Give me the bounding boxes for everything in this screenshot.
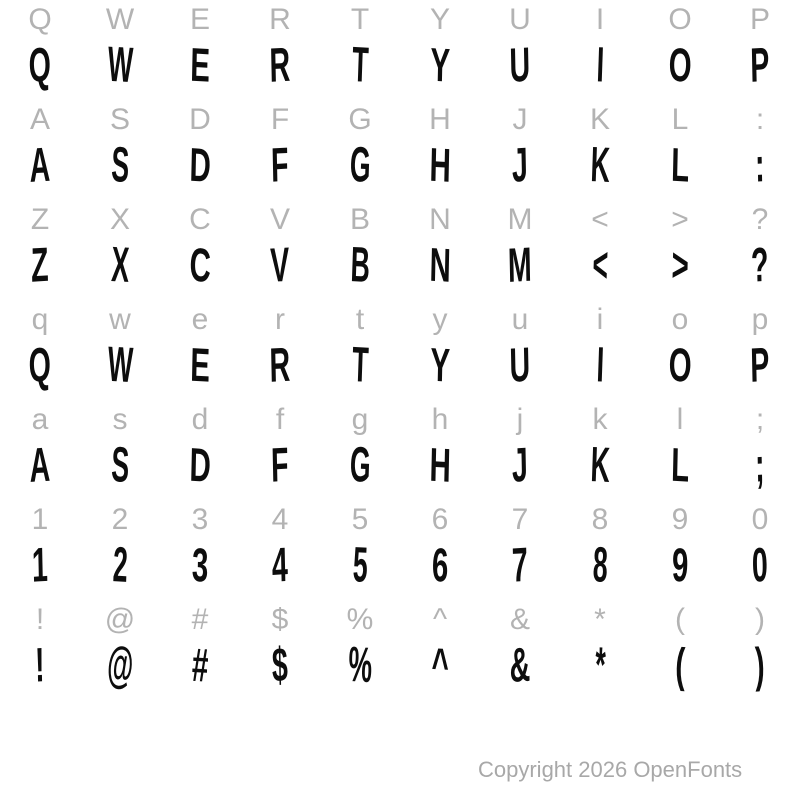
glyph-char: X (110, 235, 131, 293)
glyph-char: Y (429, 37, 451, 93)
reference-char: R (269, 3, 291, 36)
reference-char: h (431, 403, 449, 436)
font-glyph-row (0, 435, 800, 493)
reference-char: F (270, 103, 290, 136)
reference-char: 2 (111, 503, 129, 536)
reference-char-row (0, 505, 800, 535)
glyph-char: I (595, 35, 606, 93)
glyph-char: T (351, 35, 370, 93)
glyph-char: L (670, 437, 690, 492)
glyph-char: O (668, 337, 693, 393)
reference-char: # (191, 603, 209, 636)
glyph-char: $ (271, 636, 289, 693)
font-glyph-row (0, 35, 800, 93)
reference-char: q (31, 303, 49, 336)
glyph-char: > (671, 237, 690, 292)
glyph-char: 7 (511, 536, 529, 593)
reference-char-row (0, 105, 800, 135)
glyph-char: E (189, 337, 211, 393)
glyph-char: Z (30, 236, 50, 293)
glyph-char: H (429, 437, 452, 493)
reference-char: $ (271, 603, 289, 636)
reference-char: & (509, 603, 530, 636)
reference-char-row (0, 5, 800, 35)
glyph-char: 6 (431, 537, 449, 592)
reference-char: Q (28, 3, 52, 36)
glyph-char: ) (754, 636, 766, 693)
reference-char: f (275, 403, 285, 436)
glyph-char: J (511, 436, 529, 493)
reference-char: p (751, 303, 769, 336)
glyph-char: < (591, 235, 610, 293)
glyph-char: S (110, 135, 131, 193)
reference-char: r (275, 303, 285, 336)
reference-char: H (429, 103, 451, 136)
font-glyph-row (0, 335, 800, 393)
reference-char: ? (751, 203, 769, 236)
reference-char: ) (755, 603, 765, 636)
reference-char: 4 (271, 503, 289, 536)
reference-char: A (29, 103, 50, 136)
reference-char: U (509, 3, 531, 36)
glyph-char: J (511, 136, 529, 193)
reference-char: 1 (31, 503, 49, 536)
reference-char: a (31, 403, 49, 436)
glyph-char: G (349, 135, 372, 193)
glyph-char: 0 (751, 536, 769, 593)
glyph-char: Q (28, 336, 52, 393)
glyph-char: O (668, 37, 693, 93)
glyph-char: V (269, 236, 290, 293)
glyph-char: M (507, 236, 533, 293)
reference-char: ^ (432, 603, 448, 636)
glyph-char: K (589, 135, 611, 193)
reference-char: E (189, 3, 210, 36)
glyph-char: P (749, 36, 770, 93)
reference-char: 3 (191, 503, 209, 536)
reference-char: I (595, 3, 605, 36)
reference-char-row (0, 605, 800, 635)
glyph-char: R (268, 336, 291, 393)
reference-char: Y (429, 3, 450, 36)
reference-char: P (749, 3, 770, 36)
reference-char-row (0, 305, 800, 335)
font-glyph-row (0, 235, 800, 293)
reference-char: e (191, 303, 209, 336)
glyph-char: W (106, 335, 134, 393)
reference-char: k (592, 403, 608, 436)
reference-char: y (432, 303, 448, 336)
glyph-char: B (349, 235, 371, 293)
reference-char: : (755, 103, 765, 136)
glyph-char: W (106, 35, 134, 93)
reference-char: M (507, 203, 533, 236)
glyph-char: C (189, 237, 212, 293)
glyph-char: 9 (671, 537, 689, 592)
reference-char: ; (755, 403, 765, 436)
glyph-char: U (508, 336, 531, 393)
glyph-char: ? (750, 236, 770, 293)
glyph-char: D (189, 437, 212, 493)
reference-char: o (671, 303, 689, 336)
glyph-char: F (270, 436, 290, 493)
glyph-char: U (508, 36, 531, 93)
reference-char-row (0, 205, 800, 235)
glyph-char: ( (674, 637, 686, 692)
glyph-char: H (429, 137, 452, 193)
reference-char: ! (35, 603, 45, 636)
glyph-char: N (429, 237, 452, 293)
glyph-char: # (191, 637, 209, 692)
font-glyph-row (0, 635, 800, 693)
glyph-char: L (670, 137, 690, 192)
glyph-char: ^ (431, 637, 450, 692)
reference-char: ( (675, 603, 685, 636)
glyph-char: ! (34, 636, 46, 693)
reference-char: 0 (751, 503, 769, 536)
reference-char: J (512, 103, 528, 136)
reference-char: w (109, 303, 131, 336)
reference-char: 7 (511, 503, 529, 536)
reference-char: 8 (591, 503, 609, 536)
glyph-char: F (270, 136, 290, 193)
font-glyph-row (0, 535, 800, 593)
reference-char: G (348, 103, 372, 136)
reference-char: W (105, 3, 135, 36)
reference-char: X (109, 203, 130, 236)
reference-char: N (429, 203, 451, 236)
glyph-char: ; (754, 436, 766, 493)
reference-char: Z (30, 203, 50, 236)
reference-char: d (191, 403, 209, 436)
glyph-char: E (189, 37, 211, 93)
reference-char: g (351, 403, 369, 436)
reference-char: t (355, 303, 365, 336)
glyph-char: % (347, 635, 374, 693)
reference-char: S (109, 103, 130, 136)
reference-char: i (596, 303, 604, 336)
reference-char: l (676, 403, 684, 436)
reference-char: T (350, 3, 370, 36)
glyph-char: D (189, 137, 212, 193)
glyph-char: Q (28, 36, 52, 93)
glyph-char: R (268, 36, 291, 93)
reference-char: D (189, 103, 211, 136)
reference-char: * (594, 603, 606, 636)
glyph-char: S (110, 435, 131, 493)
glyph-char: & (508, 636, 531, 693)
glyph-char: I (595, 335, 606, 393)
glyph-char: 2 (112, 535, 129, 593)
reference-char: L (671, 103, 689, 136)
glyph-char: 5 (352, 535, 369, 593)
glyph-char: 8 (592, 535, 609, 593)
glyph-char: P (749, 336, 770, 393)
glyph-char: A (28, 436, 51, 493)
reference-char: V (269, 203, 290, 236)
reference-char: u (511, 303, 529, 336)
glyph-char: 4 (271, 536, 289, 593)
glyph-char: : (754, 136, 766, 193)
glyph-char: A (28, 136, 51, 193)
glyph-char: * (594, 635, 607, 693)
reference-char: B (349, 203, 370, 236)
reference-char: C (189, 203, 211, 236)
reference-char: < (591, 203, 609, 236)
glyph-char: T (351, 335, 370, 393)
glyph-char: 1 (31, 536, 49, 593)
reference-char: j (516, 403, 524, 436)
glyph-char: G (349, 435, 372, 493)
reference-char: 6 (431, 503, 449, 536)
reference-char: K (589, 103, 610, 136)
reference-char: 5 (351, 503, 369, 536)
reference-char: s (112, 403, 128, 436)
reference-char: 9 (671, 503, 689, 536)
reference-char: O (668, 3, 692, 36)
glyph-char: Y (429, 337, 451, 393)
copyright-notice: Copyright 2026 OpenFonts (478, 757, 743, 782)
glyph-char: K (589, 435, 611, 493)
reference-char: > (671, 203, 689, 236)
reference-char-row (0, 405, 800, 435)
reference-char: @ (104, 603, 136, 636)
font-glyph-row (0, 135, 800, 193)
glyph-char: @ (106, 635, 135, 693)
glyph-char: 3 (191, 537, 209, 592)
reference-char: % (346, 603, 374, 636)
